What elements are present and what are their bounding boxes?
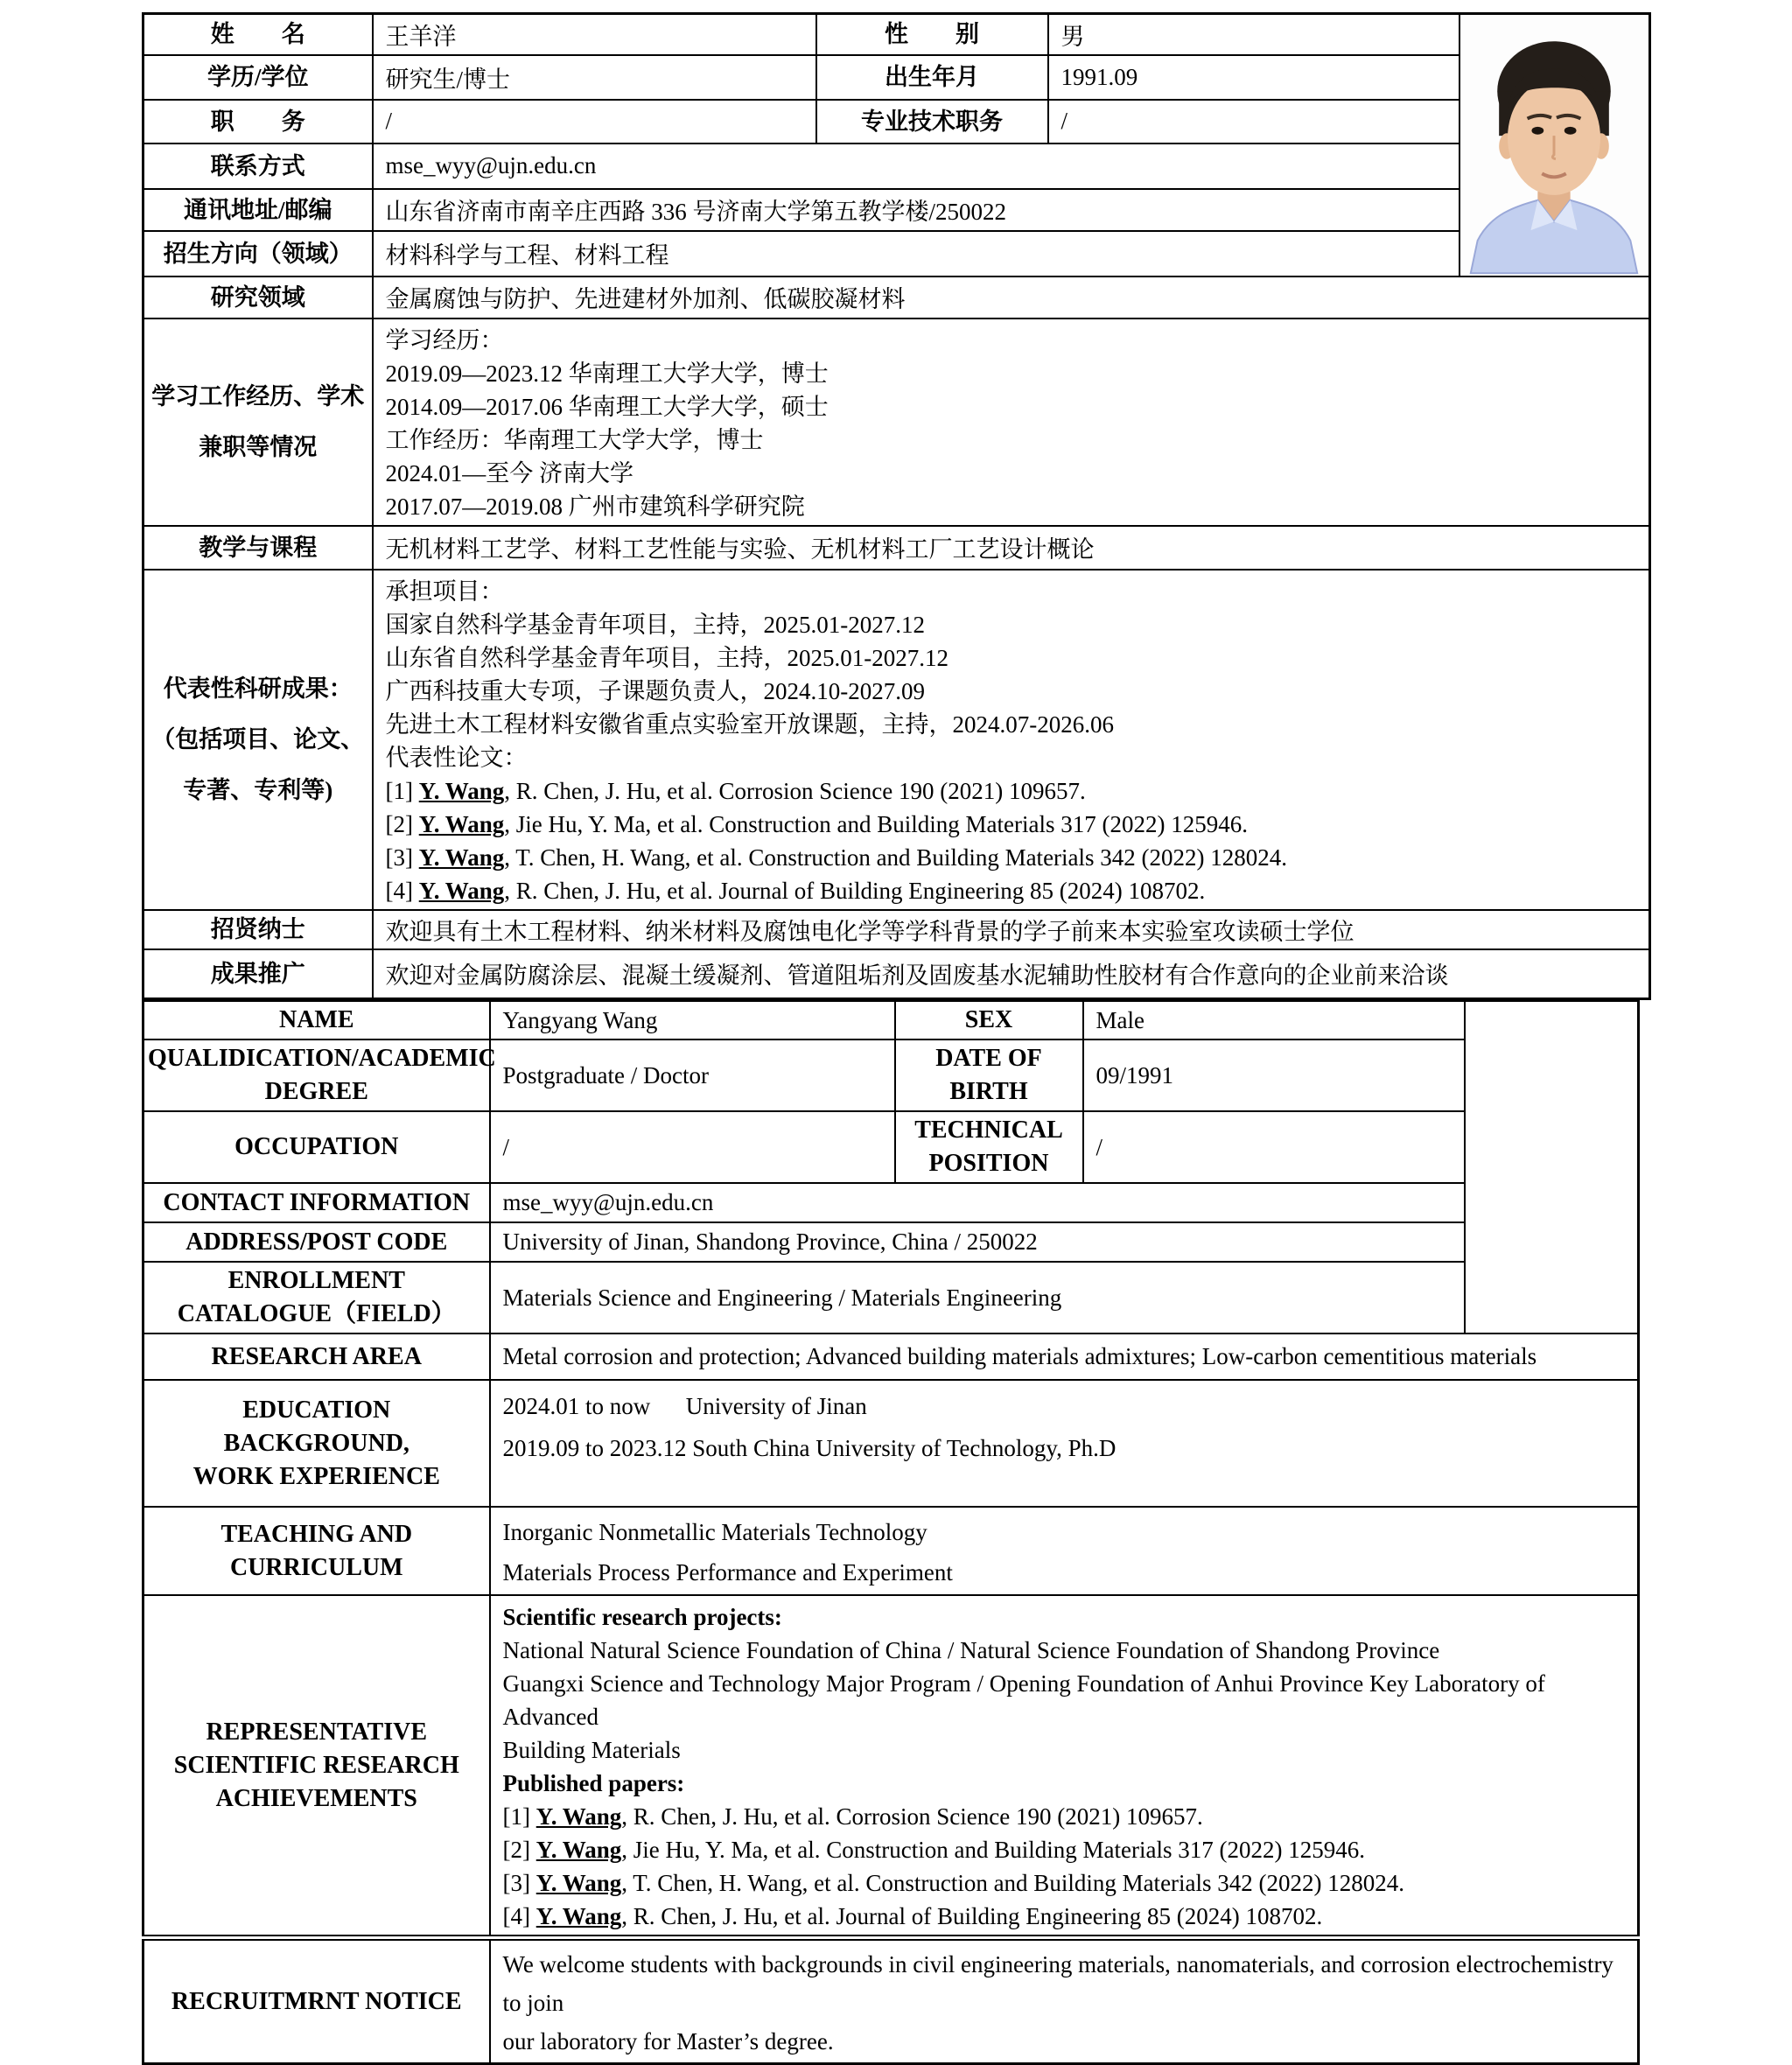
en-teaching-label	[144, 1507, 490, 1595]
en-technical-label-line: POSITION	[928, 1150, 1049, 1177]
project-line: 代表性论文：	[385, 744, 528, 771]
en-enrollment-value: Materials Science and Engineering / Materials Engineering	[490, 1262, 1465, 1334]
papers-heading: Published papers:	[502, 1770, 685, 1796]
en-sex-value: Male	[1083, 1001, 1465, 1040]
en-address-value: University of Jinan, Shandong Province, China / 250022	[490, 1222, 1465, 1262]
en-name-value: Yangyang Wang	[490, 1001, 895, 1040]
en-technical-value: /	[1083, 1111, 1465, 1183]
paper-author: Y. Wang	[536, 1870, 622, 1896]
en-row-occupation-tech	[144, 1111, 1639, 1183]
zh-address-value: 山东省济南市南辛庄西路 336 号济南大学第五教学楼/250022	[373, 189, 1460, 231]
zh-birth-value: 1991.09	[1048, 55, 1460, 100]
experience-line: 2017.07—2019.08 广州市建筑科学研究院	[385, 493, 805, 520]
zh-experience-value	[373, 318, 1650, 526]
portrait-photo-cell	[1460, 14, 1650, 276]
education-line: 2024.01 to now University of Jinan	[502, 1393, 867, 1419]
en-row-address	[144, 1222, 1639, 1262]
paper-citation: , R. Chen, J. Hu, et al. Corrosion Science 190 (2021) 109657.	[621, 1803, 1203, 1830]
zh-name-value: 王羊洋	[373, 14, 816, 55]
en-row-recruit	[144, 1938, 1639, 2064]
paper-author: Y. Wang	[418, 844, 505, 871]
en-education-value	[490, 1380, 1639, 1507]
zh-recruit-label: 招贤纳士	[144, 910, 373, 949]
teaching-line: Materials Process Performance and Experiment	[502, 1559, 953, 1586]
paper-entry	[503, 1833, 1629, 1866]
en-contact-value: mse_wyy@ujn.edu.cn	[490, 1183, 1465, 1222]
zh-name-label: 姓 名	[144, 14, 373, 55]
paper-number: [1]	[502, 1803, 536, 1830]
paper-author: Y. Wang	[536, 1903, 622, 1929]
en-birth-label-line: BIRTH	[949, 1078, 1028, 1105]
zh-experience-label	[144, 318, 373, 526]
en-birth-label	[895, 1040, 1083, 1111]
paper-entry	[503, 1800, 1629, 1833]
en-qualification-label-line: DEGREE	[264, 1078, 368, 1105]
paper-citation: , R. Chen, J. Hu, et al. Corrosion Science 190 (2021) 109657.	[504, 777, 1086, 804]
en-teaching-label-line: CURRICULUM	[229, 1553, 403, 1581]
project-line: Building Materials	[502, 1737, 681, 1763]
project-line: 先进土木工程材料安徽省重点实验室开放课题，主持，2024.07-2026.06	[385, 710, 1114, 738]
zh-sex-label: 性 别	[816, 14, 1048, 55]
en-contact-label: CONTACT INFORMATION	[144, 1183, 490, 1222]
eye-right	[1564, 127, 1576, 135]
project-line: 山东省自然科学基金青年项目，主持，2025.01-2027.12	[385, 644, 948, 671]
zh-promotion-value: 欢迎对金属防腐涂层、混凝土缓凝剂、管道阻垢剂及固废基水泥辅助性胶材有合作意向的企业前来洽谈	[373, 949, 1650, 999]
zh-contact-value: mse_wyy@ujn.edu.cn	[373, 144, 1460, 189]
zh-tech-value: /	[1048, 100, 1460, 144]
en-photo-placeholder-cell	[1465, 1001, 1639, 1334]
paper-entry	[386, 841, 1641, 874]
en-occupation-value: /	[490, 1111, 895, 1183]
en-row-name-sex	[144, 1001, 1639, 1040]
paper-number: [1]	[385, 777, 419, 804]
en-birth-label-line: DATE OF	[935, 1045, 1042, 1072]
en-qualification-label-line: QUALIDICATION/ACADEMIC	[148, 1045, 496, 1072]
zh-row-degree-birth	[144, 55, 1650, 100]
paper-number: [3]	[502, 1870, 536, 1896]
en-enrollment-label-line: CATALOGUE（FIELD）	[177, 1300, 456, 1327]
paper-entry	[503, 1866, 1629, 1900]
en-recruit-label: RECRUITMRNT NOTICE	[144, 1938, 490, 2064]
paper-author: Y. Wang	[418, 877, 505, 904]
zh-degree-label: 学历/学位	[144, 55, 373, 100]
experience-line: 工作经历：华南理工大学大学，博士	[385, 426, 764, 453]
en-row-achievements	[144, 1595, 1639, 1938]
en-birth-value: 09/1991	[1083, 1040, 1465, 1111]
en-education-label-line: EDUCATION BACKGROUND,	[223, 1396, 410, 1457]
english-profile-table	[142, 999, 1640, 2065]
zh-experience-label-line: 兼职等情况	[199, 434, 318, 460]
experience-line: 2019.09—2023.12 华南理工大学大学，博士	[385, 360, 829, 387]
education-line: 2019.09 to 2023.12 South China University of Technology, Ph.D	[502, 1435, 1116, 1461]
paper-author: Y. Wang	[418, 810, 505, 837]
project-line: 广西科技重大专项，子课题负责人，2024.10-2027.09	[385, 677, 925, 704]
paper-entry	[386, 774, 1641, 808]
zh-promotion-label: 成果推广	[144, 949, 373, 999]
en-enrollment-label	[144, 1262, 490, 1334]
paper-entry	[503, 1900, 1629, 1933]
en-education-label-line: WORK EXPERIENCE	[192, 1462, 440, 1490]
zh-achievements-label	[144, 570, 373, 910]
paper-number: [2]	[502, 1837, 536, 1863]
zh-tech-label: 专业技术职务	[816, 100, 1048, 144]
paper-entry	[386, 874, 1641, 907]
en-teaching-value	[490, 1507, 1639, 1595]
en-row-contact	[144, 1183, 1639, 1222]
en-research-label: RESEARCH AREA	[144, 1334, 490, 1380]
teaching-line: Inorganic Nonmetallic Materials Technology	[502, 1519, 928, 1545]
en-qualification-value: Postgraduate / Doctor	[490, 1040, 895, 1111]
zh-row-name-sex	[144, 14, 1650, 55]
zh-experience-label-line: 学习工作经历、学术	[151, 383, 365, 410]
recruit-line: our laboratory for Master’s degree.	[502, 2028, 834, 2054]
zh-row-contact	[144, 144, 1650, 189]
chinese-profile-table	[142, 12, 1651, 1000]
portrait-photo	[1460, 15, 1648, 274]
en-row-degree-birth	[144, 1040, 1639, 1111]
paper-citation: , Jie Hu, Y. Ma, et al. Construction and Building Materials 317 (2022) 125946.	[621, 1837, 1365, 1863]
zh-achievements-label-line: 代表性科研成果：	[163, 676, 353, 702]
en-sex-label: SEX	[895, 1001, 1083, 1040]
paper-author: Y. Wang	[536, 1803, 622, 1830]
project-line: Guangxi Science and Technology Major Program / Opening Foundation of Anhui Province Key Laboratory of Advanced	[502, 1670, 1550, 1730]
project-line: National Natural Science Foundation of China / Natural Science Foundation of Shandong Province	[502, 1637, 1440, 1663]
en-row-research	[144, 1334, 1639, 1380]
paper-citation: , Jie Hu, Y. Ma, et al. Construction and Building Materials 317 (2022) 125946.	[504, 810, 1248, 837]
zh-teaching-label: 教学与课程	[144, 526, 373, 570]
zh-research-label: 研究领域	[144, 276, 373, 318]
zh-row-teaching	[144, 526, 1650, 570]
paper-author: Y. Wang	[536, 1837, 622, 1863]
experience-line: 2024.01—至今 济南大学	[385, 459, 634, 486]
paper-number: [4]	[502, 1903, 536, 1929]
paper-entry	[386, 808, 1641, 841]
en-achievements-label	[144, 1595, 490, 1938]
zh-enrollment-value: 材料科学与工程、材料工程	[373, 231, 1460, 276]
paper-author: Y. Wang	[418, 777, 505, 804]
zh-teaching-value: 无机材料工艺学、材料工艺性能与实验、无机材料工厂工艺设计概论	[373, 526, 1650, 570]
zh-enrollment-label: 招生方向（领域）	[144, 231, 373, 276]
zh-row-experience	[144, 318, 1650, 526]
zh-row-achievements	[144, 570, 1650, 910]
en-row-teaching	[144, 1507, 1639, 1595]
en-qualification-label	[144, 1040, 496, 1111]
projects-heading: Scientific research projects:	[502, 1604, 782, 1630]
project-line: 国家自然科学基金青年项目，主持，2025.01-2027.12	[385, 611, 925, 638]
zh-row-enrollment	[144, 231, 1650, 276]
zh-row-promotion	[144, 949, 1650, 999]
experience-line: 2014.09—2017.06 华南理工大学大学，硕士	[385, 393, 829, 420]
en-technical-label	[895, 1111, 1083, 1183]
en-name-label: NAME	[144, 1001, 490, 1040]
zh-recruit-value: 欢迎具有土木工程材料、纳米材料及腐蚀电化学等学科背景的学子前来本实验室攻读硕士学位	[373, 910, 1650, 949]
en-enrollment-label-line: ENROLLMENT	[228, 1267, 405, 1294]
recruit-line: We welcome students with backgrounds in civil engineering materials, nanomaterials, and corrosion electrochemistry to join	[502, 1951, 1620, 2016]
en-row-enrollment	[144, 1262, 1639, 1334]
zh-degree-value: 研究生/博士	[373, 55, 816, 100]
zh-sex-value: 男	[1048, 14, 1460, 55]
paper-citation: , R. Chen, J. Hu, et al. Journal of Building Engineering 85 (2024) 108702.	[621, 1903, 1323, 1929]
en-achievements-label-line: SCIENTIFIC RESEARCH	[173, 1751, 459, 1779]
zh-duty-label: 职 务	[144, 100, 373, 144]
zh-row-recruit	[144, 910, 1650, 949]
en-recruit-value	[490, 1938, 1639, 2064]
en-technical-label-line: TECHNICAL	[914, 1116, 1063, 1144]
zh-achievements-label-line: （包括项目、论文、	[151, 726, 365, 752]
zh-achievements-value	[373, 570, 1650, 910]
experience-line: 学习经历：	[385, 326, 504, 354]
zh-achievements-label-line: 专著、专利等)	[183, 777, 333, 803]
en-achievements-value	[490, 1595, 1639, 1938]
paper-number: [3]	[385, 844, 419, 871]
paper-number: [4]	[385, 877, 419, 904]
zh-row-duty-tech	[144, 100, 1650, 144]
project-line: 承担项目：	[385, 578, 504, 605]
en-achievements-label-line: REPRESENTATIVE	[206, 1718, 428, 1746]
zh-research-value: 金属腐蚀与防护、先进建材外加剂、低碳胶凝材料	[373, 276, 1650, 318]
paper-citation: , T. Chen, H. Wang, et al. Construction and Building Materials 342 (2022) 128024.	[621, 1870, 1405, 1896]
zh-row-research	[144, 276, 1650, 318]
paper-citation: , T. Chen, H. Wang, et al. Construction and Building Materials 342 (2022) 128024.	[504, 844, 1288, 871]
zh-address-label: 通讯地址/邮编	[144, 189, 373, 231]
zh-row-address	[144, 189, 1650, 231]
zh-birth-label: 出生年月	[816, 55, 1048, 100]
en-education-label	[144, 1380, 490, 1507]
paper-citation: , R. Chen, J. Hu, et al. Journal of Building Engineering 85 (2024) 108702.	[504, 877, 1206, 904]
en-occupation-label: OCCUPATION	[144, 1111, 490, 1183]
en-achievements-label-line: ACHIEVEMENTS	[215, 1784, 417, 1812]
eye-left	[1531, 127, 1544, 135]
zh-contact-label: 联系方式	[144, 144, 373, 189]
zh-duty-value: /	[373, 100, 816, 144]
paper-number: [2]	[385, 810, 419, 837]
en-teaching-label-line: TEACHING AND	[220, 1520, 413, 1548]
en-row-education	[144, 1380, 1639, 1507]
en-address-label: ADDRESS/POST CODE	[144, 1222, 490, 1262]
en-research-value: Metal corrosion and protection; Advanced building materials admixtures; Low-carbon cementitious materials	[490, 1334, 1639, 1380]
